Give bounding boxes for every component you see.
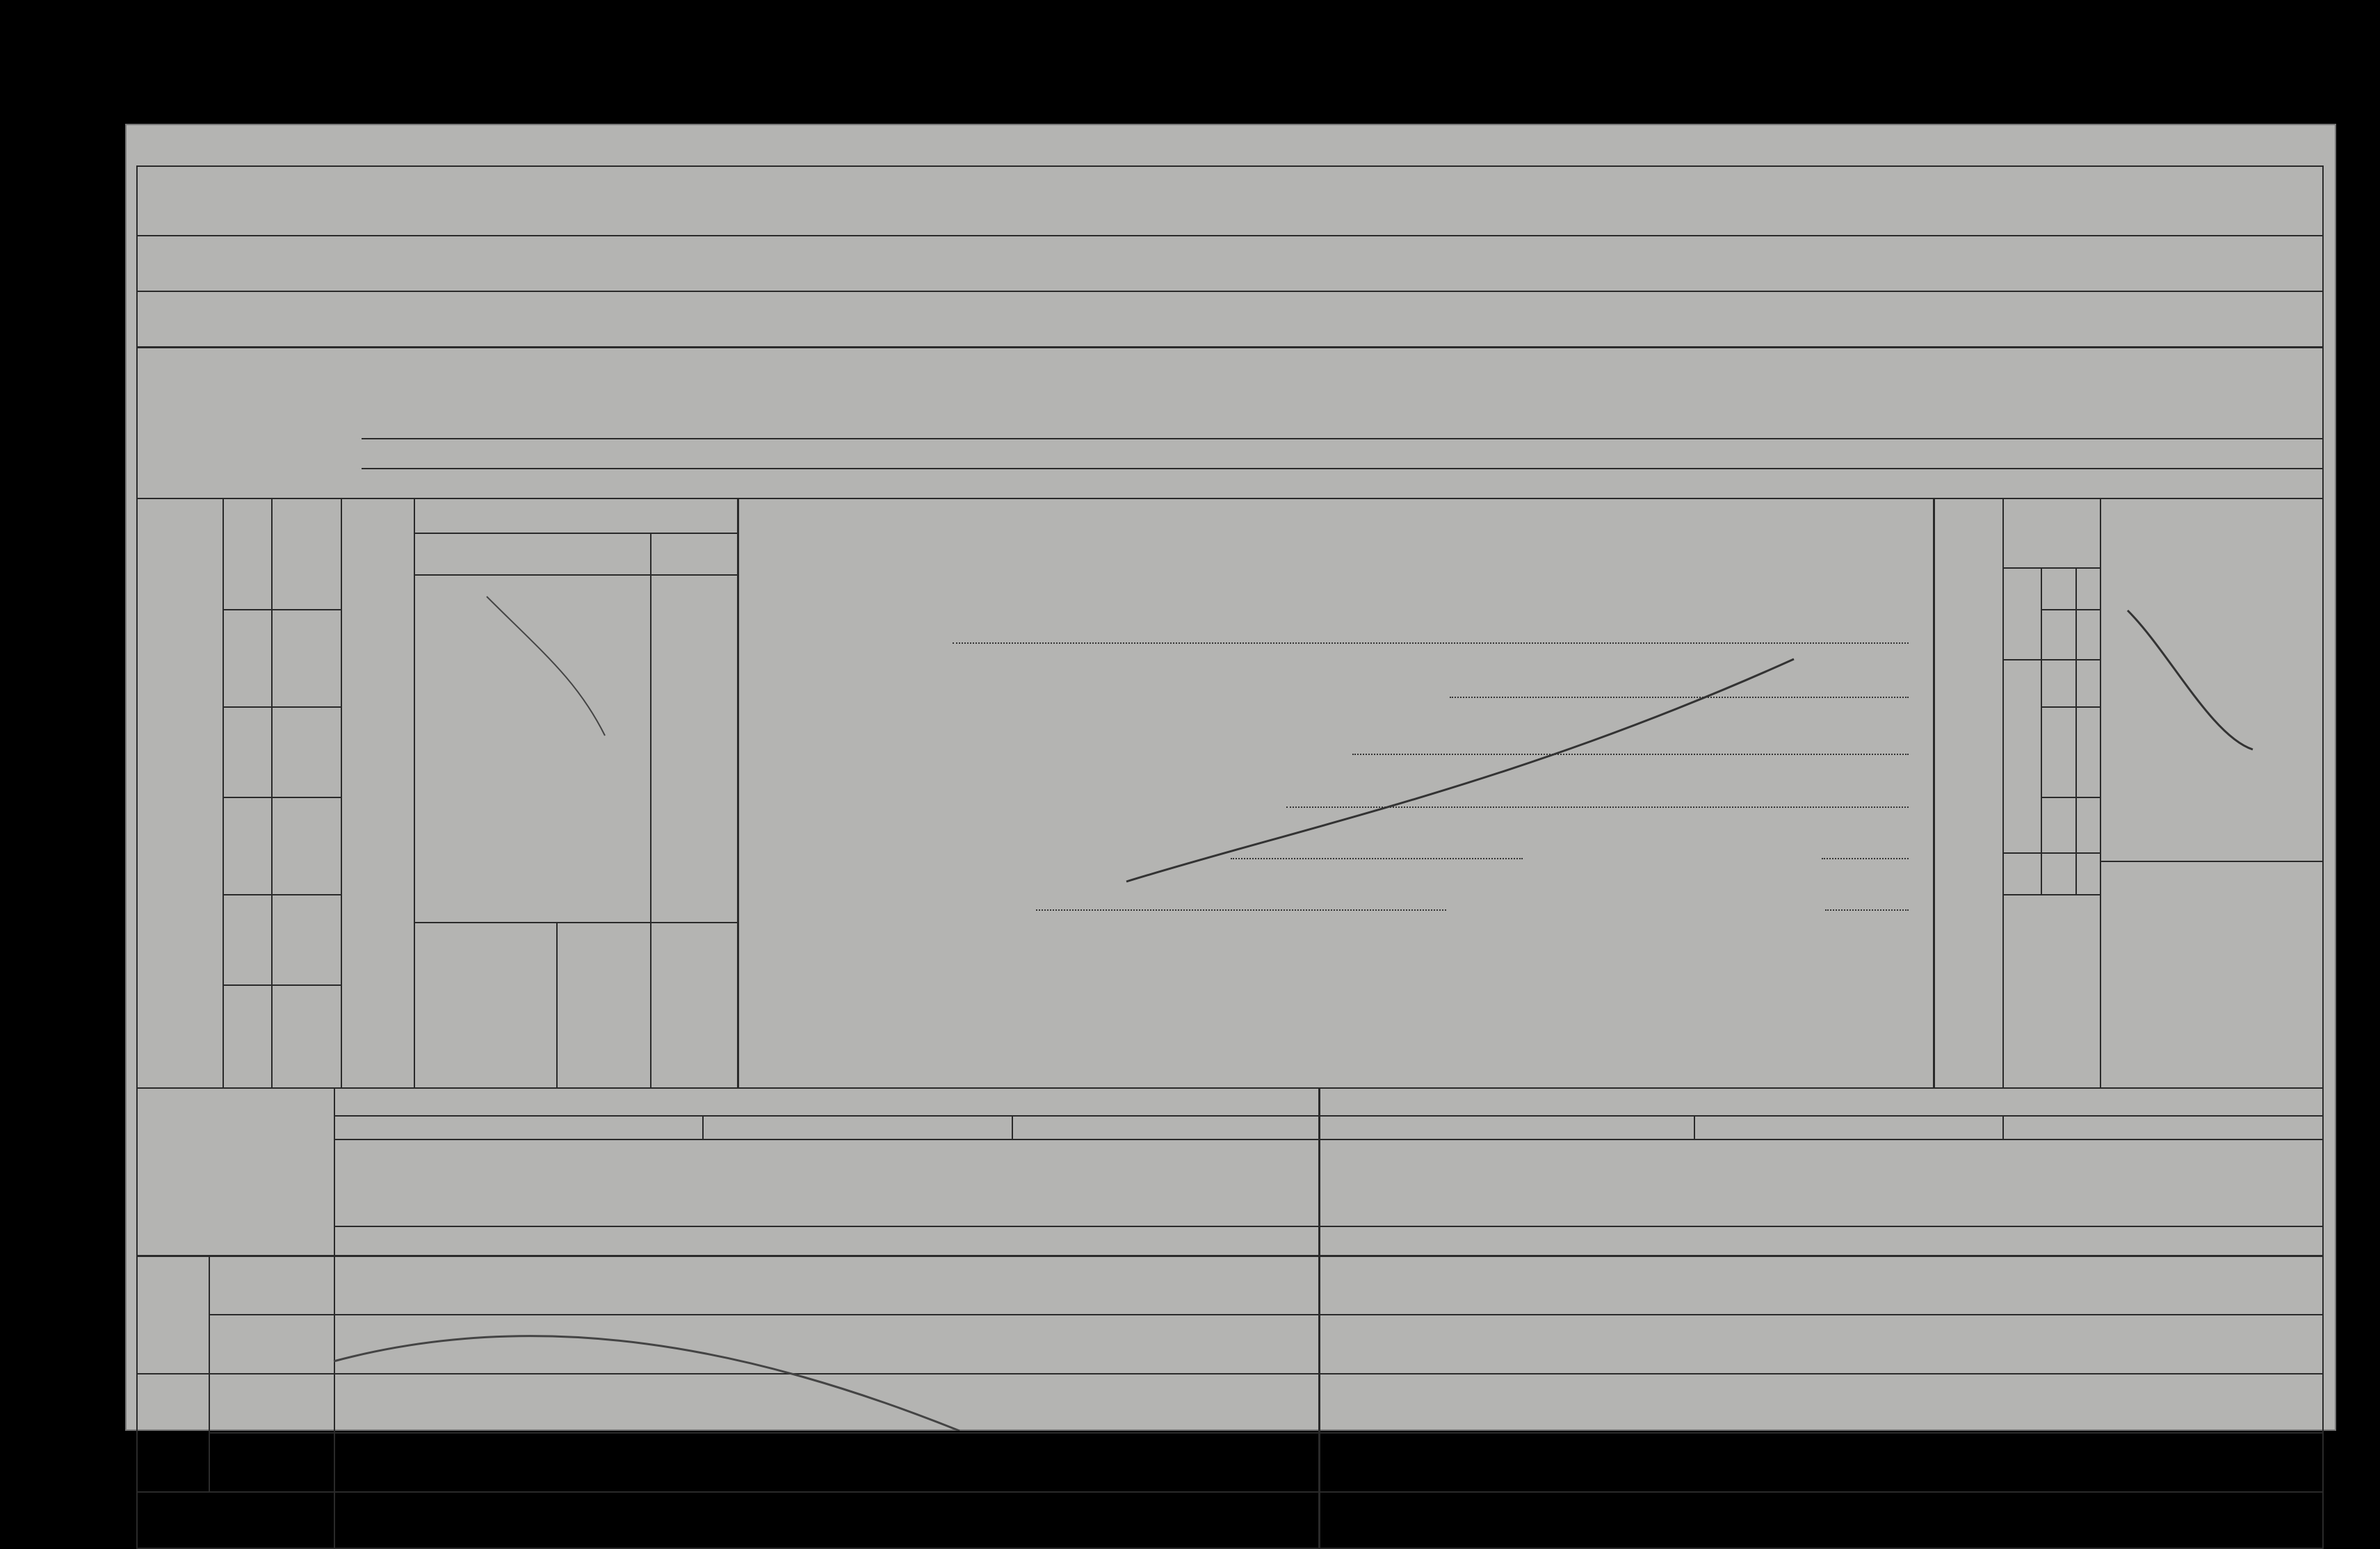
census-card — [125, 124, 2336, 1431]
pencil-stroke-bottom — [334, 1336, 960, 1431]
pencil-stroke-right — [2128, 610, 2253, 749]
pencil-stroke-middle — [1126, 659, 1794, 882]
pencil-stroke-trade — [487, 597, 605, 736]
pencil-strokes — [125, 124, 2336, 1431]
